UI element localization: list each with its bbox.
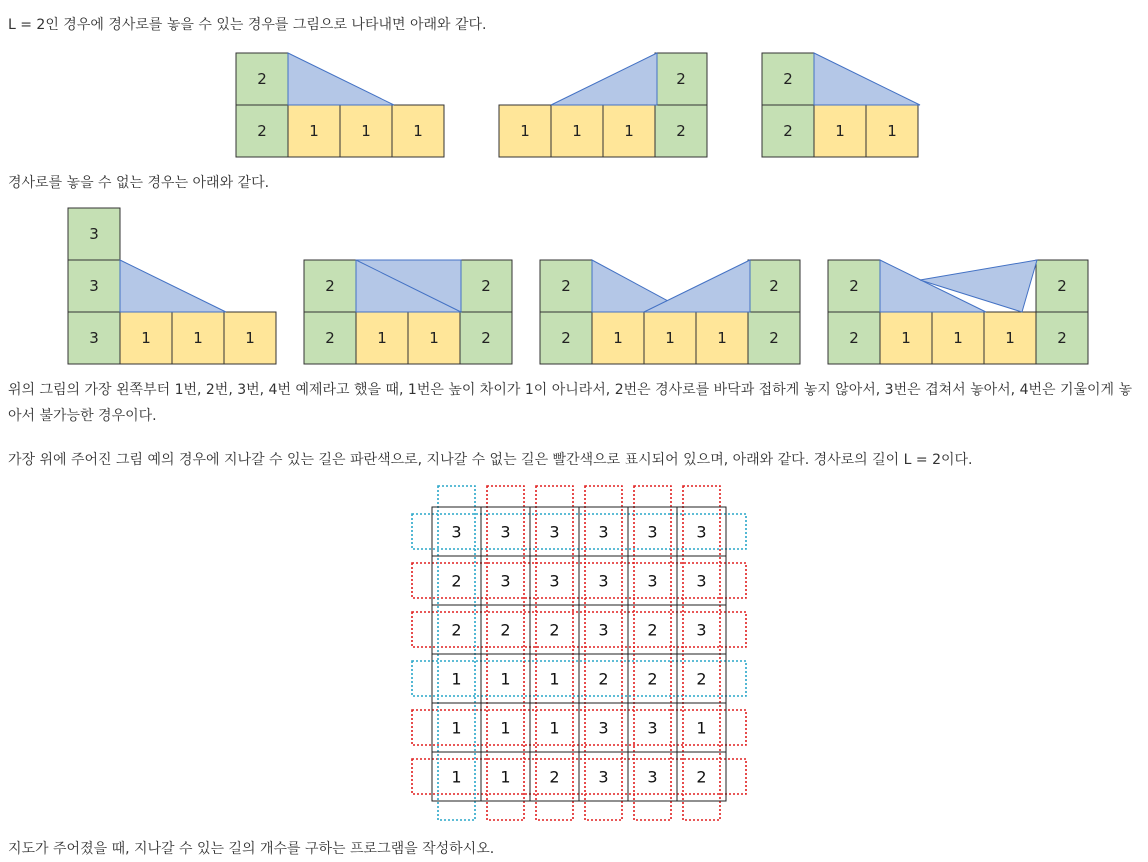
map-cell-height: 1 — [500, 767, 511, 787]
height-label: 2 — [481, 277, 491, 295]
map-cell-height: 3 — [549, 571, 560, 591]
ramp — [644, 260, 750, 312]
height-label: 1 — [309, 122, 319, 140]
explanation-text: 위의 그림의 가장 왼쪽부터 1번, 2번, 3번, 4번 예제라고 했을 때, 1번은 높이 차이가 1이 아니라서, 2번은 경사로를 바닥과 접하게 놓지 않아서, 3번은 겹쳐서 놓아서, 4번은 기울이게 놓아서 불가능한 경우이다. — [8, 382, 1133, 424]
ramp — [551, 53, 657, 105]
map-cell-height: 3 — [598, 767, 609, 787]
height-label: 2 — [257, 122, 267, 140]
map-cell-height: 3 — [598, 571, 609, 591]
height-label: 1 — [624, 122, 634, 140]
height-label: 1 — [377, 329, 387, 347]
height-label: 2 — [325, 277, 335, 295]
possible-example-2 — [499, 53, 707, 157]
map-cell-height: 3 — [696, 571, 707, 591]
map-cell-height: 3 — [598, 718, 609, 738]
height-label: 1 — [835, 122, 845, 140]
impossible-example-1 — [68, 208, 276, 364]
map-cell-height: 2 — [647, 669, 658, 689]
ramp — [814, 53, 920, 105]
map-cell-height: 1 — [500, 718, 511, 738]
height-label: 2 — [481, 329, 491, 347]
map-cell-height: 3 — [647, 571, 658, 591]
impossible-example-2 — [304, 260, 512, 364]
map-cell-height: 2 — [549, 620, 560, 640]
height-label: 1 — [245, 329, 255, 347]
possible-example-3 — [762, 53, 920, 157]
map-cell-height: 2 — [696, 669, 707, 689]
map-cell-height: 3 — [451, 522, 462, 542]
height-label: 3 — [89, 277, 99, 295]
map-grid-figure — [0, 478, 1148, 838]
map-cell-height: 1 — [451, 767, 462, 787]
height-label: 2 — [849, 329, 859, 347]
height-label: 1 — [717, 329, 727, 347]
map-cell-height: 2 — [451, 571, 462, 591]
ramp — [288, 53, 394, 105]
height-label: 1 — [429, 329, 439, 347]
height-label: 1 — [572, 122, 582, 140]
height-label: 3 — [89, 329, 99, 347]
map-cell-height: 3 — [647, 767, 658, 787]
map-cell-height: 2 — [500, 620, 511, 640]
map-cell-height: 2 — [647, 620, 658, 640]
impossible-ramps-figure — [0, 200, 1148, 380]
possible-example-1 — [236, 53, 444, 157]
map-cell-height: 3 — [598, 522, 609, 542]
map-cell-height: 3 — [500, 571, 511, 591]
height-label: 2 — [676, 122, 686, 140]
map-cell-height: 1 — [696, 718, 707, 738]
height-label: 2 — [769, 329, 779, 347]
impossible-example-4 — [828, 260, 1088, 364]
map-cell-height: 3 — [696, 522, 707, 542]
map-cell-height: 2 — [451, 620, 462, 640]
height-label: 2 — [849, 277, 859, 295]
height-label: 1 — [901, 329, 911, 347]
height-label: 1 — [887, 122, 897, 140]
map-cell-height: 1 — [451, 718, 462, 738]
height-label: 1 — [953, 329, 963, 347]
height-label: 2 — [325, 329, 335, 347]
height-label: 2 — [783, 122, 793, 140]
impossible-example-3 — [540, 260, 800, 364]
map-cell-height: 3 — [549, 522, 560, 542]
height-label: 1 — [141, 329, 151, 347]
height-label: 1 — [1005, 329, 1015, 347]
map-cell-height: 2 — [696, 767, 707, 787]
map-cell-height: 2 — [549, 767, 560, 787]
height-label: 2 — [561, 277, 571, 295]
height-label: 1 — [665, 329, 675, 347]
height-label: 3 — [89, 225, 99, 243]
map-cell-height: 2 — [598, 669, 609, 689]
ramp — [592, 260, 670, 312]
ramp — [120, 260, 226, 312]
height-label: 2 — [676, 70, 686, 88]
height-label: 2 — [783, 70, 793, 88]
height-label: 1 — [193, 329, 203, 347]
map-cell-height: 1 — [451, 669, 462, 689]
height-label: 1 — [361, 122, 371, 140]
map-cell-height: 3 — [598, 620, 609, 640]
map-cell-height: 3 — [647, 522, 658, 542]
height-label: 1 — [520, 122, 530, 140]
height-label: 2 — [769, 277, 779, 295]
height-label: 1 — [413, 122, 423, 140]
task-text: 지도가 주어졌을 때, 지나갈 수 있는 길의 개수를 구하는 프로그램을 작성하시오. — [8, 841, 495, 857]
map-cell-height: 1 — [549, 718, 560, 738]
map-description: 가장 위에 주어진 그림 예의 경우에 지나갈 수 있는 길은 파란색으로, 지나갈 수 없는 길은 빨간색으로 표시되어 있으며, 아래와 같다. 경사로의 길이 L = 2이다. — [8, 452, 973, 468]
height-label: 1 — [613, 329, 623, 347]
height-label: 2 — [1057, 329, 1067, 347]
height-label: 2 — [1057, 277, 1067, 295]
height-label: 2 — [561, 329, 571, 347]
height-label: 2 — [257, 70, 267, 88]
map-cell-height: 1 — [500, 669, 511, 689]
map-cell-height: 1 — [549, 669, 560, 689]
map-cell-height: 3 — [647, 718, 658, 738]
map-cell-height: 3 — [696, 620, 707, 640]
impossible-heading: 경사로를 놓을 수 없는 경우는 아래와 같다. — [8, 175, 270, 191]
map-cell-height: 3 — [500, 522, 511, 542]
intro-text: L = 2인 경우에 경사로를 놓을 수 있는 경우를 그림으로 나타내면 아래와 같다. — [8, 17, 487, 33]
